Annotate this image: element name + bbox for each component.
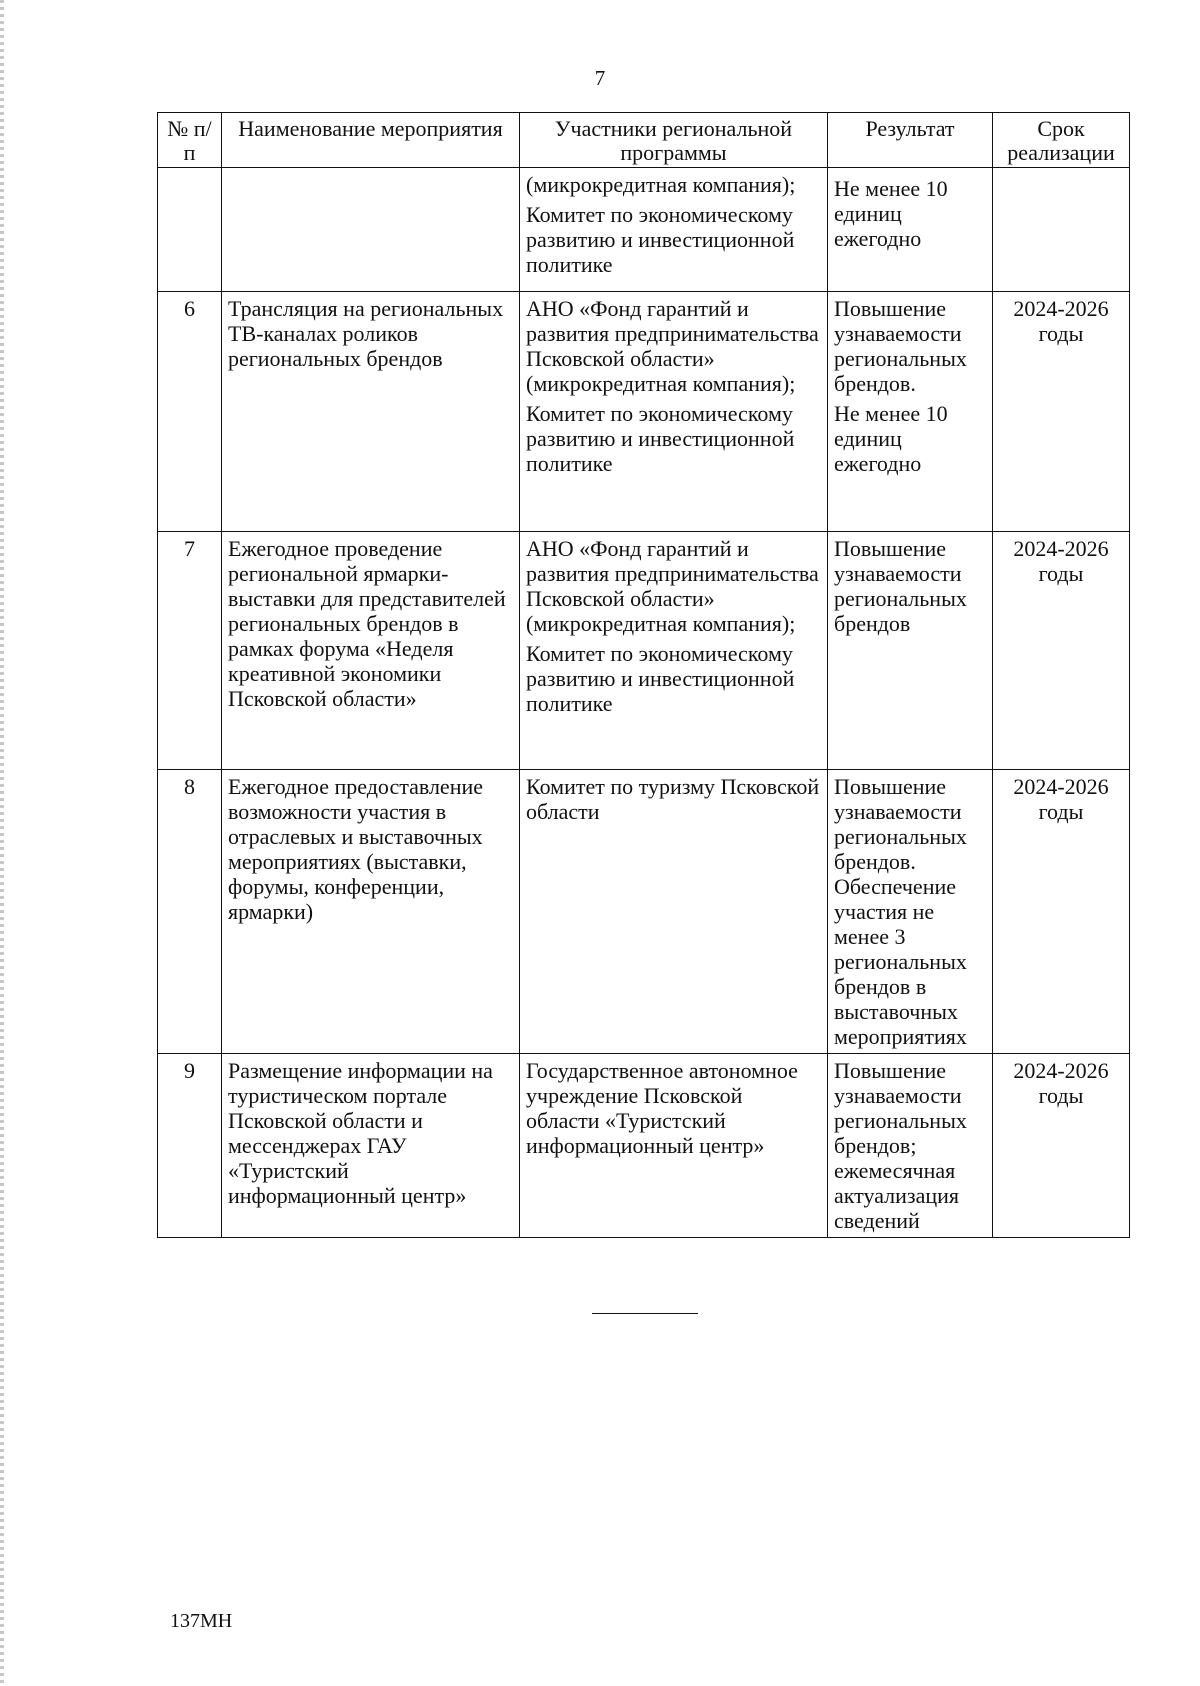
header-term: Срок реализации xyxy=(993,113,1130,168)
cell-name xyxy=(222,168,520,292)
cell-name: Трансляция на региональных ТВ-каналах роликов региональных брендов xyxy=(222,292,520,532)
result-line: Не менее 10 единиц ежегодно xyxy=(834,401,948,476)
cell-result xyxy=(828,770,993,1054)
cell-result xyxy=(828,292,993,532)
cell-participants xyxy=(520,532,828,770)
header-name: Наименование мероприятия xyxy=(222,113,520,168)
cell-num xyxy=(158,168,222,292)
cell-participants xyxy=(520,1054,828,1238)
cell-name: Ежегодное предоставление возможности участия в отраслевых и выставочных мероприятиях (выставки, форумы, конференции, ярмарки) xyxy=(222,770,520,1054)
activities-table xyxy=(157,112,1130,1238)
participants-line: АНО «Фонд гарантий и развития предпринимательства Псковской области» (микрокредитная компания); xyxy=(526,296,819,396)
table-row xyxy=(158,1054,1130,1238)
table-row xyxy=(158,770,1130,1054)
cell-participants xyxy=(520,168,828,292)
cell-result xyxy=(828,168,993,292)
cell-term: 2024-2026 годы xyxy=(993,770,1130,1054)
cell-name: Ежегодное проведение региональной ярмарки-выставки для представителей региональных брендов в рамках форума «Неделя креативной экономики Псковской области» xyxy=(222,532,520,770)
table-row xyxy=(158,532,1130,770)
cell-num: 8 xyxy=(158,770,222,1054)
result-line: Повышение узнаваемости региональных брендов. xyxy=(834,296,967,396)
participants-line: (микрокредитная компания); xyxy=(526,172,796,197)
header-participants: Участники региональной программы xyxy=(520,113,828,168)
footer-code: 137МН xyxy=(170,1610,233,1632)
cell-num: 9 xyxy=(158,1054,222,1238)
cell-result xyxy=(828,532,993,770)
cell-num: 6 xyxy=(158,292,222,532)
scan-edge-artifact xyxy=(0,0,4,1686)
cell-participants xyxy=(520,770,828,1054)
table-row xyxy=(158,292,1130,532)
header-result: Результат xyxy=(828,113,993,168)
result-line: Повышение узнаваемости региональных брендов; ежемесячная актуализация сведений xyxy=(834,1058,967,1233)
participants-line: Комитет по экономическому развитию и инвестиционной политике xyxy=(526,401,795,476)
cell-term: 2024-2026 годы xyxy=(993,1054,1130,1238)
cell-participants xyxy=(520,292,828,532)
cell-num: 7 xyxy=(158,532,222,770)
page-number: 7 xyxy=(594,66,606,90)
header-num: № п/п xyxy=(158,113,222,168)
participants-line: Комитет по туризму Псковской области xyxy=(526,774,820,824)
table-header-row xyxy=(158,113,1130,168)
result-line: Повышение узнаваемости региональных брендов xyxy=(834,536,967,636)
participants-line: Комитет по экономическому развитию и инвестиционной политике xyxy=(526,641,795,716)
participants-line: Комитет по экономическому развитию и инвестиционной политике xyxy=(526,202,795,277)
table-row xyxy=(158,168,1130,292)
participants-line: АНО «Фонд гарантий и развития предпринимательства Псковской области» (микрокредитная компания); xyxy=(526,536,819,636)
result-line: Не менее 10 единиц ежегодно xyxy=(834,176,948,251)
cell-result xyxy=(828,1054,993,1238)
cell-term xyxy=(993,168,1130,292)
result-line: Повышение узнаваемости региональных брендов. Обеспечение участия не менее 3 региональных брендов в выставочных мероприятиях xyxy=(834,774,967,1049)
cell-term: 2024-2026 годы xyxy=(993,292,1130,532)
participants-line: Государственное автономное учреждение Псковской области «Туристский информационный центр» xyxy=(526,1058,798,1158)
end-of-document-rule xyxy=(592,1313,698,1314)
cell-name: Размещение информации на туристическом портале Псковской области и мессенджерах ГАУ «Туристский информационный центр» xyxy=(222,1054,520,1238)
cell-term: 2024-2026 годы xyxy=(993,532,1130,770)
